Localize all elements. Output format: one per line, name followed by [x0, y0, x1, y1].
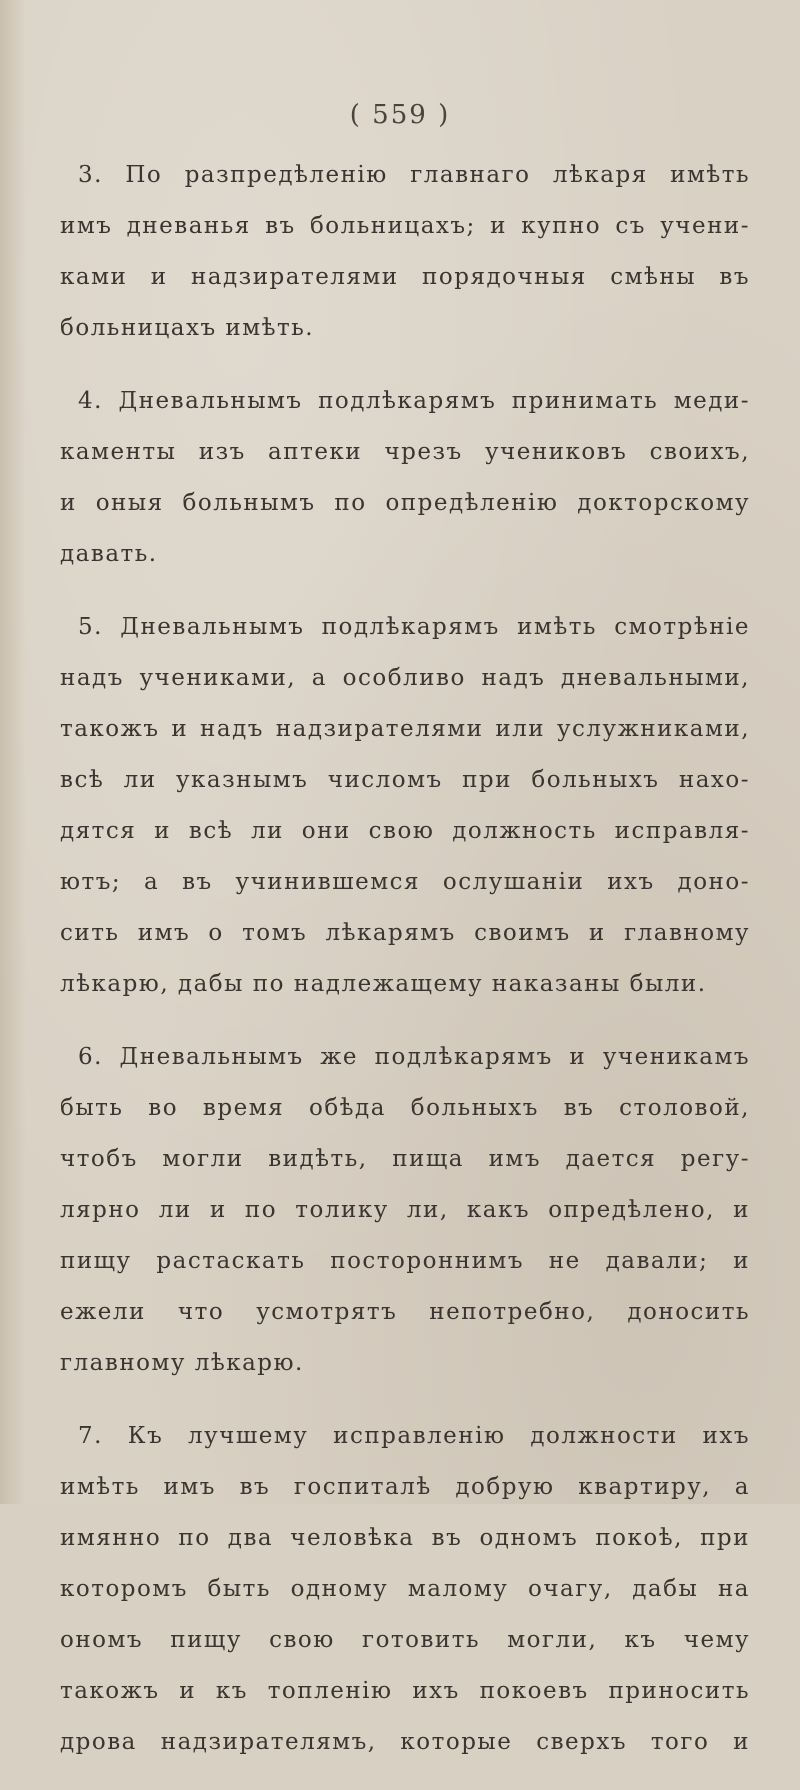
paragraph-5	[60, 602, 750, 1010]
text-line: ками и надзирателями порядочныя смѣны въ	[60, 264, 750, 290]
text-line: всѣ ли указнымъ числомъ при больныхъ нахо-	[60, 767, 750, 793]
text-line: имѣть имъ въ госпиталѣ добрую квартиру, а	[60, 1474, 750, 1500]
text-line: имъ дневанья въ больницахъ; и купно съ учени-	[60, 213, 750, 239]
text-line: чтобъ могли видѣть, пища имъ дается регу-	[60, 1146, 750, 1172]
text-line: такожъ и надъ надзирателями или услужниками,	[60, 716, 750, 742]
text-line: 4. Дневальнымъ подлѣкарямъ принимать меди-	[78, 388, 750, 414]
text-line: ютъ; а въ учинившемся ослушаніи ихъ доно-	[60, 869, 750, 895]
text-line: такожъ и къ топленію ихъ покоевъ приносить	[60, 1678, 750, 1704]
text-line: каменты изъ аптеки чрезъ учениковъ своихъ,	[60, 439, 750, 465]
text-line: 5. Дневальнымъ подлѣкарямъ имѣть смотрѣніе	[78, 614, 750, 640]
text-line: лярно ли и по толику ли, какъ опредѣлено, и	[60, 1197, 750, 1223]
text-line: дрова надзирателямъ, которые сверхъ того и	[60, 1729, 750, 1755]
text-line: ономъ пищу свою готовить могли, къ чему	[60, 1627, 750, 1653]
page-edge-shadow	[0, 0, 26, 1504]
text-line: быть во время обѣда больныхъ въ столовой,	[60, 1095, 750, 1121]
text-line: лѣкарю, дабы по надлежащему наказаны были.	[60, 971, 707, 997]
text-line: которомъ быть одному малому очагу, дабы на	[60, 1576, 750, 1602]
text-line: надъ учениками, а особливо надъ дневальными,	[60, 665, 750, 691]
text-line: 3. По разпредѣленію главнаго лѣкаря имѣть	[78, 162, 750, 188]
text-line: имянно по два человѣка въ одномъ покоѣ, при	[60, 1525, 750, 1551]
paragraph-4	[60, 376, 750, 580]
text-line: сить имъ о томъ лѣкарямъ своимъ и главному	[60, 920, 750, 946]
paragraph-7	[60, 1411, 750, 1768]
page-number: ( 559 )	[349, 100, 451, 130]
paragraph-6	[60, 1032, 750, 1389]
text-line: пищу растаскать постороннимъ не давали; и	[60, 1248, 750, 1274]
text-line: и оныя больнымъ по опредѣленію докторскому	[60, 490, 750, 516]
document-body	[60, 150, 750, 1790]
paragraph-3	[60, 150, 750, 354]
text-line: 6. Дневальнымъ же подлѣкарямъ и ученикамъ	[78, 1044, 750, 1070]
text-line: дятся и всѣ ли они свою должность исправля-	[60, 818, 750, 844]
text-line: главному лѣкарю.	[60, 1350, 304, 1376]
text-line: 7. Къ лучшему исправленію должности ихъ	[78, 1423, 750, 1449]
text-line: ежели что усмотрятъ непотребно, доносить	[60, 1299, 750, 1325]
text-line: давать.	[60, 541, 158, 567]
text-line: больницахъ имѣть.	[60, 315, 315, 341]
